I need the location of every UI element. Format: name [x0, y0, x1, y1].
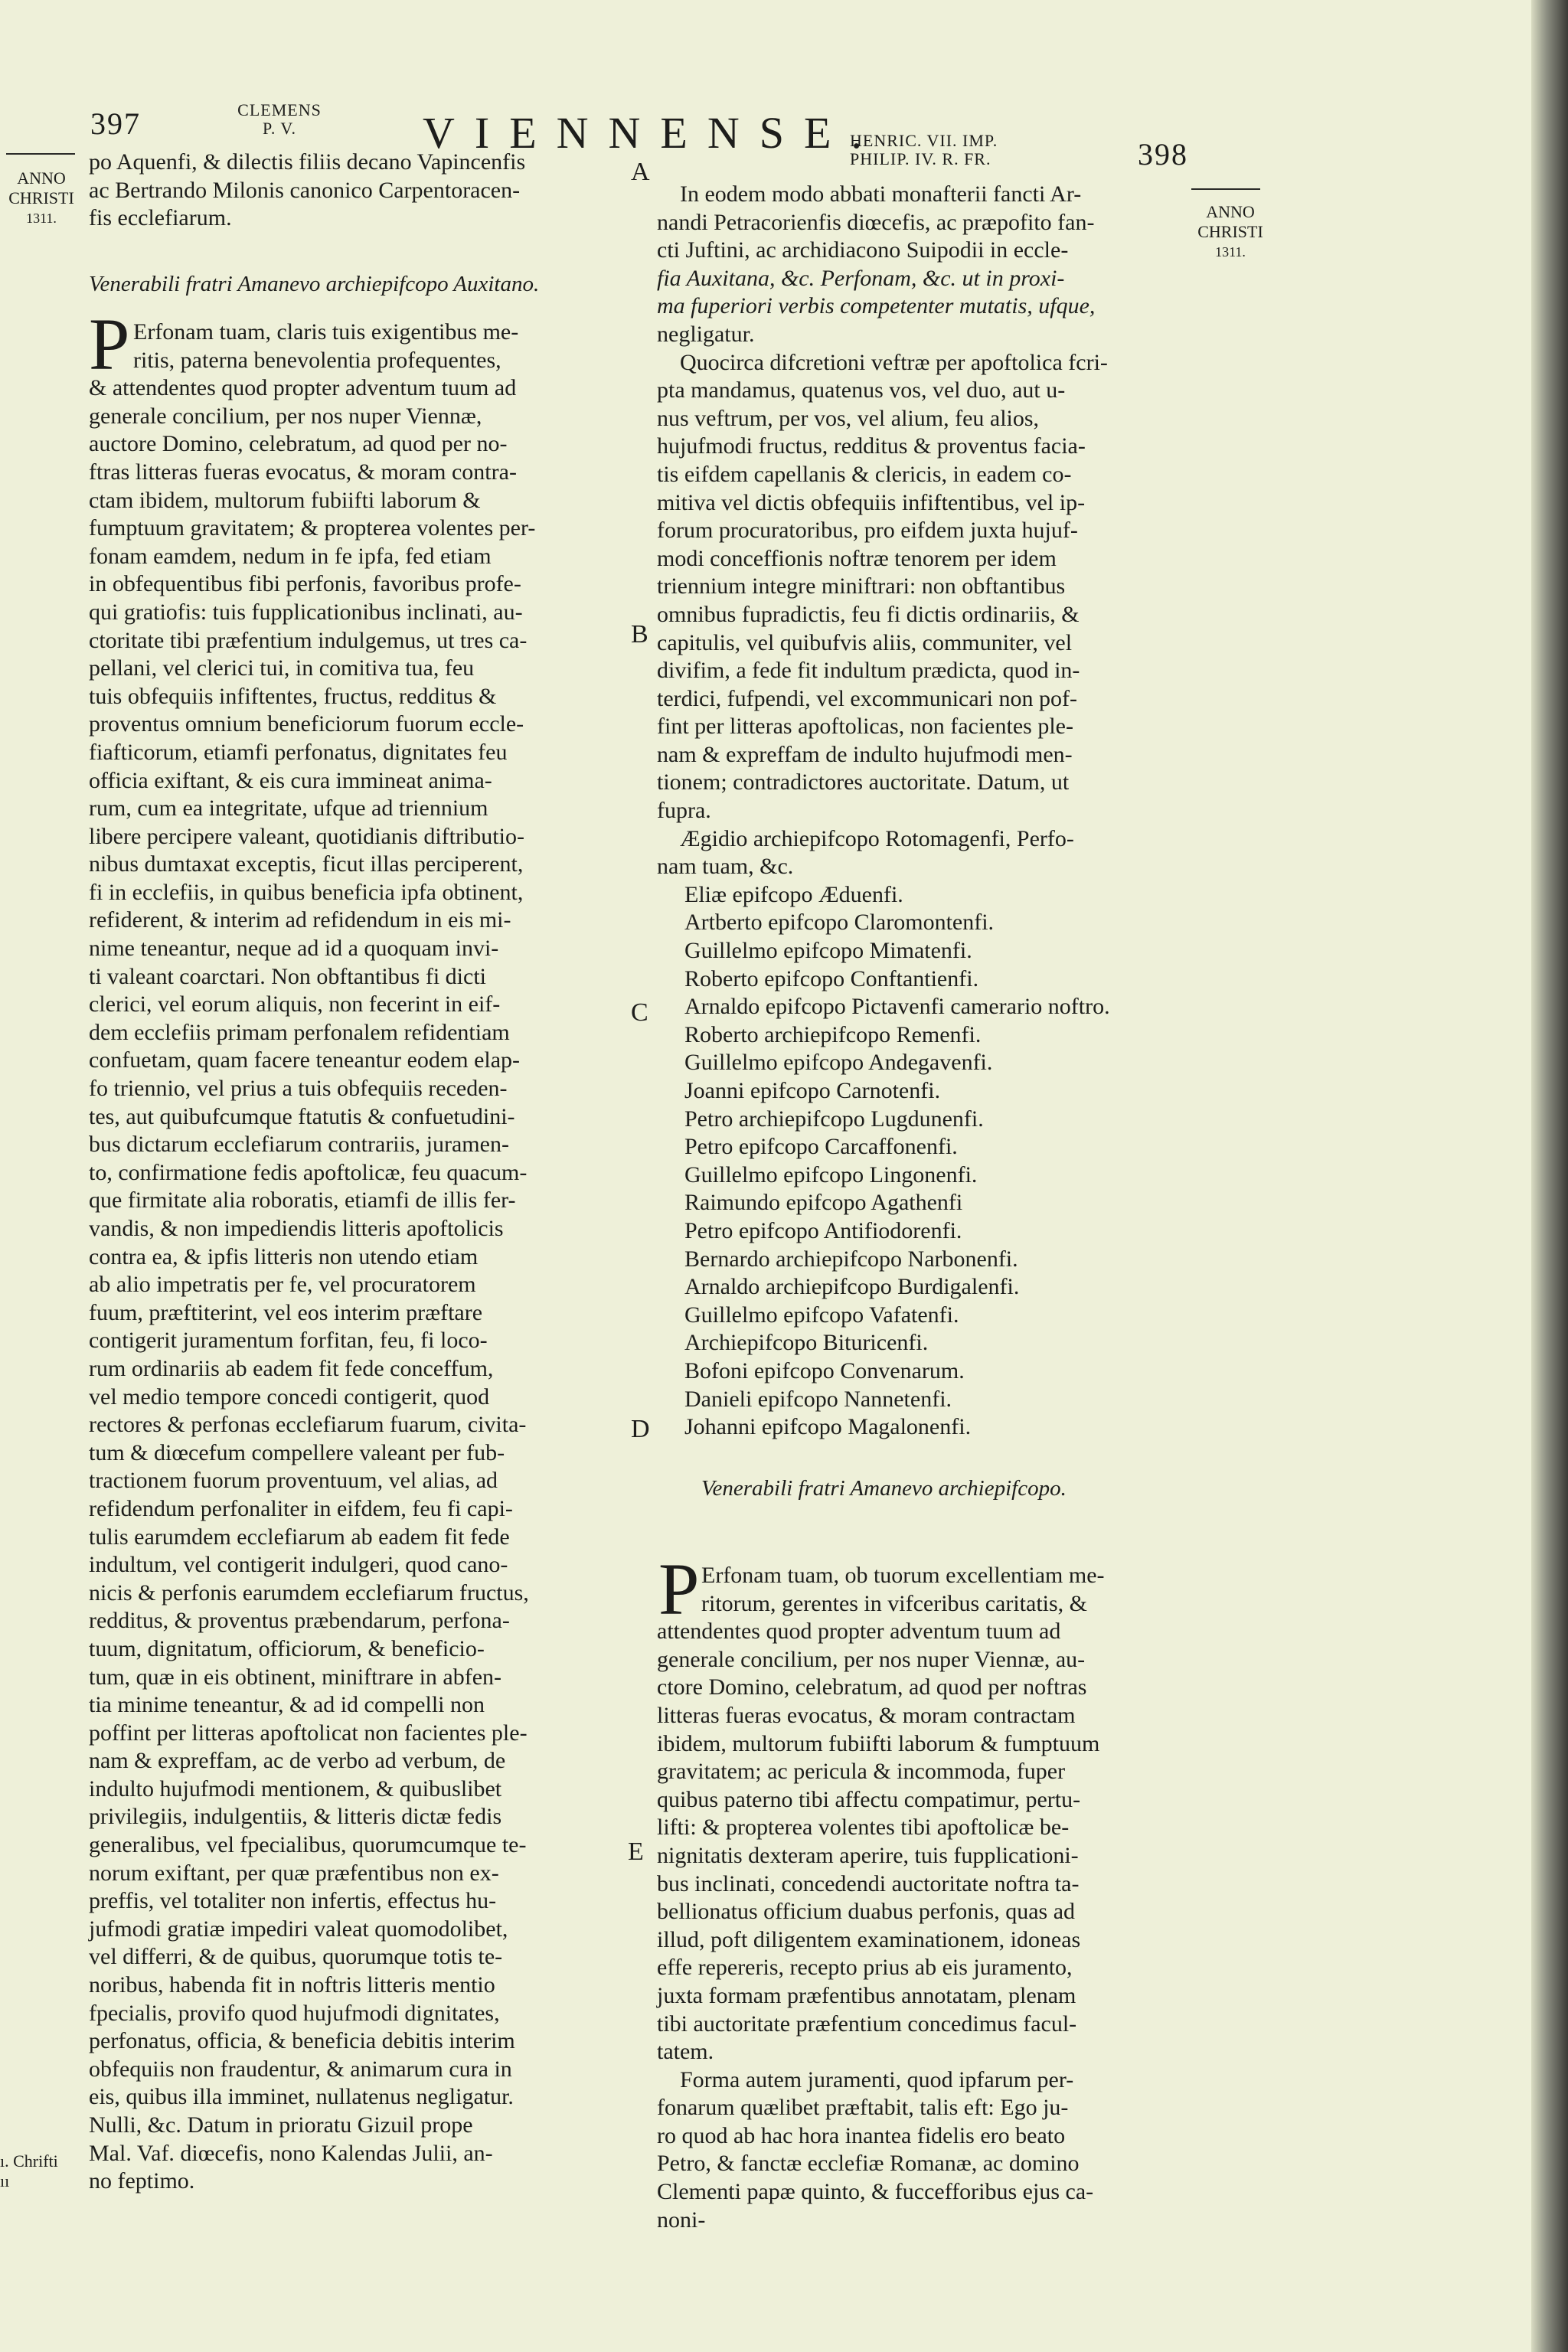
text-line: lifti: & propterea volentes tibi apoftolicæ be- [657, 1815, 1070, 1841]
text-line: Quocirca difcretioni veftræ per apoftolica fcri- [680, 349, 1108, 375]
text-line: ritis, paterna benevolentia profequentes, [133, 347, 501, 373]
right-letter-title: Venerabili fratri Amanevo archiepifcopo. [701, 1476, 1067, 1501]
text-line: fonarum quælibet præftabit, talis eft: Ego ju- [657, 2095, 1069, 2121]
text-line: vel differri, & de quibus, quorumque totis te- [89, 1944, 503, 1970]
text-line: quibus paterno tibi affectu compatimur, pertu- [657, 1786, 1081, 1812]
text-line: ctam ibidem, multorum fubiifti laborum & [89, 487, 481, 513]
text-line: no feptimo. [89, 2168, 195, 2194]
text-line: ma fuperiori verbis competenter mutatis, ufque, [657, 293, 1096, 319]
header-right-top: HENRIC. VII. IMP. [850, 131, 998, 150]
text-line: nandi Petracorienfis diœcefis, ac præpofito fan- [657, 209, 1095, 235]
text-line: Erfonam tuam, claris tuis exigentibus me- [133, 319, 519, 345]
text-line: nus veftrum, per vos, vel alium, feu alios, [657, 405, 1040, 431]
text-line: cti Juftini, ac archidiacono Suipodii in eccle- [657, 237, 1069, 263]
margin-anno-left [3, 168, 80, 228]
text-line: Clementi papæ quinto, & fuccefforibus ejus ca- [657, 2179, 1094, 2205]
text-line: fis ecclefiarum. [89, 205, 232, 231]
text-line: ctoritate tibi præfentium indulgemus, ut tres ca- [89, 627, 528, 653]
text-line: Petro, & fanctæ ecclefiæ Romanæ, ac domino [657, 2151, 1080, 2177]
text-line: capitulis, vel quibufvis aliis, communiter, vel [657, 629, 1073, 655]
page-number-right: 398 [1138, 137, 1188, 172]
text-line: fi in ecclefiis, in quibus beneficia ipfa obtinent, [89, 879, 524, 905]
text-line: que firmitate alia roboratis, etiamfi de illis fer- [89, 1187, 516, 1214]
text-line: fonam eamdem, nedum in fe ipfa, fed etiam [89, 543, 492, 569]
left-dropcap: P [89, 303, 130, 385]
text-line: vel medio tempore concedi contigerit, quod [89, 1383, 490, 1410]
header-right-bottom: PHILIP. IV. R. FR. [850, 149, 991, 168]
text-line: fo triennio, vel prius a tuis obfequiis receden- [89, 1076, 508, 1102]
text-line: tis eifdem capellanis & clericis, in eadem co- [657, 461, 1072, 487]
text-line: nam & expreffam de indulto hujufmodi men- [657, 741, 1073, 767]
text-line: triennium integre miniftrari: non obftantibus [657, 573, 1066, 599]
text-line: tia minime teneantur, & ad id compelli non [89, 1692, 485, 1718]
text-line: libere percipere valeant, quotidianis diftributio- [89, 823, 524, 849]
right-dropcap: P [658, 1548, 700, 1630]
page-title: VIENNENSE. [423, 108, 882, 158]
text-line: nam & expreffam, ac de verbo ad verbum, de [89, 1748, 506, 1774]
text-line: nicis & perfonis earumdem ecclefiarum fructus, [89, 1579, 529, 1606]
margin-bottom-line-2: ıı [0, 2171, 10, 2190]
text-line: modi conceffionis noftræ tenorem per idem [657, 545, 1057, 571]
text-line: fiafticorum, etiamfi perfonatus, dignitates feu [89, 739, 508, 765]
text-line: ab alio impetratis per fe, vel procuratorem [89, 1272, 476, 1298]
text-line: illud, poft diligentem examinationem, idoneas [657, 1926, 1081, 1952]
margin-anno-label: ANNO [17, 168, 66, 188]
text-line: auctore Domino, celebratum, ad quod per no- [89, 431, 508, 457]
text-line: pta mandamus, quatenus vos, vel duo, aut u- [657, 377, 1066, 403]
text-line: redditus, & proventus præbendarum, perfona- [89, 1608, 510, 1634]
text-line: indulto hujufmodi mentionem, & quibuslibet [89, 1775, 502, 1802]
text-line: rum, cum ea integritate, ufque ad triennium [89, 795, 488, 822]
text-line: fupra. [657, 798, 711, 824]
section-letter-a: A [631, 158, 650, 186]
text-line: preffis, vel totaliter non infertis, effectus hu- [89, 1888, 497, 1914]
text-line: tatem. [657, 2039, 714, 2065]
text-line: qui gratiofis: tuis fupplicationibus inclinati, au- [89, 599, 523, 625]
page-number-left: 397 [90, 106, 141, 141]
header-left-top: CLEMENS [237, 100, 322, 119]
text-line: Erfonam tuam, ob tuorum excellentiam me- [701, 1563, 1105, 1588]
text-line: tuum, dignitatum, officiorum, & beneficio- [89, 1635, 485, 1661]
section-letter-e: E [628, 1838, 644, 1866]
text-line: ritorum, gerentes in vifceribus caritatis, & [701, 1590, 1088, 1616]
text-line: bellionatus officium duabus perfonis, quas ad [657, 1899, 1076, 1925]
text-line: vandis, & non impediendis litteris apoftolicis [89, 1216, 504, 1241]
text-line: gravitatem; ac pericula & incommoda, fuper [657, 1759, 1066, 1785]
text-line: fia Auxitana, &c. Perfonam, &c. ut in proxi- [657, 265, 1065, 291]
text-line: tractionem fuorum proventuum, vel alias, ad [89, 1468, 498, 1494]
text-line: po Aquenfi, & dilectis filiis decano Vapincenfis [89, 149, 526, 175]
text-line: fumptuum gravitatem; & propterea volentes per- [89, 515, 536, 541]
left-column-body [89, 318, 535, 2196]
header-left-bottom: P. V. [263, 119, 296, 138]
margin-year-label: 1311. [1215, 244, 1246, 260]
margin-christi-label: CHRISTI [1197, 222, 1263, 241]
text-line: fint per litteras apoftolicas, non facientes ple- [657, 714, 1073, 740]
text-line: ti valeant coarctari. Non obftantibus fi dicti [89, 963, 486, 989]
text-line: indultum, vel contigerit indulgeri, quod cano- [89, 1552, 508, 1578]
header-left-label [222, 101, 337, 138]
text-line: in obfequentibus fibi perfonis, favoribus profe- [89, 571, 521, 597]
text-line: Forma autem juramenti, quod ipfarum per- [680, 2066, 1074, 2092]
text-line: refidendum perfonaliter in eifdem, feu fi capi- [89, 1495, 513, 1521]
text-line: generalibus, vel fpecialibus, quorumcumque te- [89, 1832, 527, 1858]
text-line: rum ordinariis ab eadem fit fede conceffum, [89, 1355, 494, 1381]
text-line: Eliæ epifcopo Æduenfi. [684, 881, 903, 907]
text-line: tulis earumdem ecclefiarum ab eadem fit fede [89, 1524, 510, 1550]
text-line: proventus omnium beneficiorum fuorum eccle- [89, 711, 524, 737]
text-line: negligatur. [657, 321, 755, 347]
text-line: Raimundo epifcopo Agathenfi [684, 1190, 963, 1216]
text-line: Nulli, &c. Datum in prioratu Gizuil prope [89, 2112, 473, 2138]
text-line: Johanni epifcopo Magalonenfi. [684, 1414, 972, 1440]
text-line: tum & diœcefum compellere valeant per fub- [89, 1439, 505, 1465]
margin-christi-label: CHRISTI [8, 188, 74, 207]
text-line: contigerit juramentum forfitan, feu, fi loco- [89, 1328, 488, 1354]
section-letter-b: B [631, 620, 648, 648]
text-line: noni- [657, 2207, 706, 2233]
text-line: Petro archiepifcopo Lugdunenfi. [684, 1106, 984, 1132]
text-line: noribus, habenda fit in noftris litteris mentio [89, 1972, 495, 1998]
left-column-intro [89, 149, 525, 233]
margin-rule-left [6, 153, 75, 155]
text-line: obfequiis non fraudentur, & animarum cura in [89, 2056, 512, 2082]
margin-year-label: 1311. [26, 211, 57, 226]
text-line: pellani, vel clerici tui, in comitiva tua, feu [89, 655, 475, 681]
text-line: terdici, fufpendi, vel excommunicari non pof- [657, 685, 1077, 711]
margin-bottom-left [0, 2151, 58, 2191]
margin-anno-right [1188, 202, 1272, 262]
text-line: nignitatis dexteram aperire, tuis fupplicationi- [657, 1842, 1079, 1868]
text-line: omnibus fupradictis, feu fi dictis ordinariis, & [657, 601, 1080, 627]
text-line: Danieli epifcopo Nannetenfi. [684, 1386, 952, 1412]
text-line: refiderent, & interim ad refidendum in eis mi- [89, 907, 511, 933]
text-line: Archiepifcopo Bituricenfi. [684, 1330, 929, 1356]
section-letter-c: C [631, 998, 648, 1027]
text-line: Artberto epifcopo Claromontenfi. [684, 910, 995, 936]
text-line: ctore Domino, celebratum, ad quod per noftras [657, 1674, 1087, 1700]
text-line: norum exiftant, per quæ præfentibus non ex- [89, 1860, 499, 1886]
text-line: divifim, a fede fit indultum prædicta, quod in- [657, 658, 1080, 684]
text-line: Mal. Vaf. diœcefis, nono Kalendas Julii, an- [89, 2140, 493, 2166]
text-line: dem ecclefiis primam perfonalem refidentiam [89, 1019, 510, 1045]
text-line: officia exiftant, & eis cura immineat anima- [89, 767, 492, 793]
text-line: to, confirmatione fedis apoftolicæ, feu quacum- [89, 1159, 528, 1185]
margin-anno-label: ANNO [1206, 202, 1255, 221]
text-line: mitiva vel dictis obfequiis infiftentibus, vel ip- [657, 489, 1086, 515]
text-line: forum procuratoribus, pro eifdem juxta hujuf- [657, 518, 1078, 544]
text-line: tibi auctoritate præfentium concedimus facul- [657, 2011, 1077, 2037]
text-line: Guillelmo epifcopo Mimatenfi. [684, 938, 972, 964]
text-line: privilegiis, indulgentiis, & litteris dictæ fedis [89, 1804, 502, 1830]
text-line: Guillelmo epifcopo Andegavenfi. [684, 1050, 993, 1076]
text-line: jufmodi gratiæ impediri valeat quomodolibet, [89, 1916, 508, 1942]
text-line: Joanni epifcopo Carnotenfi. [684, 1078, 941, 1103]
left-letter-title: Venerabili fratri Amanevo archiepifcopo Auxitano. [89, 272, 540, 296]
text-line: perfonatus, officia, & beneficia debitis interim [89, 2028, 515, 2054]
text-line: nime teneantur, neque ad id a quoquam invi- [89, 936, 499, 962]
text-line: poffint per litteras apoftolicat non facientes ple- [89, 1720, 528, 1746]
text-line: tuis obfequiis infiftentes, fructus, redditus & [89, 683, 497, 709]
text-line: Ægidio archiepifcopo Rotomagenfi, Perfo- [680, 825, 1074, 851]
text-line: confuetam, quam facere teneantur eodem elap- [89, 1047, 521, 1073]
text-line: litteras fueras evocatus, & moram contractam [657, 1702, 1076, 1728]
text-line: Guillelmo epifcopo Vafatenfi. [684, 1302, 959, 1328]
book-spine [1531, 0, 1568, 2352]
text-line: fpecialis, provifo quod hujufmodi dignitates, [89, 2000, 500, 2026]
text-line: Arnaldo archiepifcopo Burdigalenfi. [684, 1274, 1020, 1300]
text-line: ibidem, multorum fubiifti laborum & fumptuum [657, 1730, 1100, 1756]
text-line: In eodem modo abbati monafterii fancti Ar- [680, 181, 1082, 207]
text-line: Petro epifcopo Carcaffonenfi. [684, 1134, 958, 1160]
text-line: tionem; contradictores auctoritate. Datum, ut [657, 769, 1070, 795]
text-line: bus dictarum ecclefiarum contrariis, juramen- [89, 1132, 509, 1158]
text-line: Guillelmo epifcopo Lingonenfi. [684, 1161, 978, 1187]
text-line: tum, quæ in eis obtinent, miniftrare in abfen- [89, 1664, 502, 1690]
text-line: Roberto epifcopo Conftantienfi. [684, 965, 979, 991]
text-line: Bofoni epifcopo Convenarum. [684, 1357, 965, 1383]
section-letter-d: D [631, 1415, 650, 1443]
text-line: generale concilium, per nos nuper Viennæ, au- [657, 1646, 1086, 1672]
text-line: generale concilium, per nos nuper Viennæ, [89, 403, 482, 429]
text-line: Bernardo archiepifcopo Narbonenfi. [684, 1246, 1018, 1272]
text-line: Arnaldo epifcopo Pictavenfi camerario noftro. [684, 994, 1110, 1020]
right-column-intro [657, 181, 1110, 1442]
text-line: Petro epifcopo Antifiodorenfi. [684, 1217, 962, 1243]
text-line: & attendentes quod propter adventum tuum ad [89, 375, 517, 401]
text-line: eis, quibus illa imminet, nullatenus negligatur. [89, 2084, 514, 2110]
text-line: fuum, præftiterint, vel eos interim præftare [89, 1299, 483, 1325]
text-line: effe repereris, recepto prius ab eis juramento, [657, 1955, 1073, 1981]
text-line: clerici, vel eorum aliquis, non fecerint in eif- [89, 991, 501, 1018]
text-line: attendentes quod propter adventum tuum ad [657, 1619, 1061, 1645]
text-line: ftras litteras fueras evocatus, & moram contra- [89, 459, 517, 485]
text-line: hujufmodi fructus, redditus & proventus facia- [657, 433, 1086, 459]
margin-rule-right [1191, 188, 1260, 190]
text-line: nibus dumtaxat exceptis, ficut illas perciperent, [89, 851, 524, 877]
text-line: juxta formam præfentibus annotatam, plenam [657, 1982, 1076, 2008]
text-line: contra ea, & ipfis litteris non utendo etiam [89, 1243, 479, 1269]
text-line: nam tuam, &c. [657, 854, 794, 880]
text-line: tes, aut quibufcumque ftatutis & confuetudini- [89, 1103, 515, 1129]
text-line: Roberto archiepifcopo Remenfi. [684, 1021, 982, 1047]
text-line: ac Bertrando Milonis canonico Carpentoracen- [89, 177, 521, 203]
text-line: rectores & perfonas ecclefiarum fuarum, civita- [89, 1412, 527, 1438]
text-line: bus inclinati, concedendi auctoritate noftra ta- [657, 1870, 1080, 1896]
margin-bottom-line-1: ı. Chrifti [0, 2151, 58, 2171]
text-line: ro quod ab hac hora inantea fidelis ero beato [657, 2122, 1066, 2148]
right-column-body [657, 1562, 1105, 2234]
